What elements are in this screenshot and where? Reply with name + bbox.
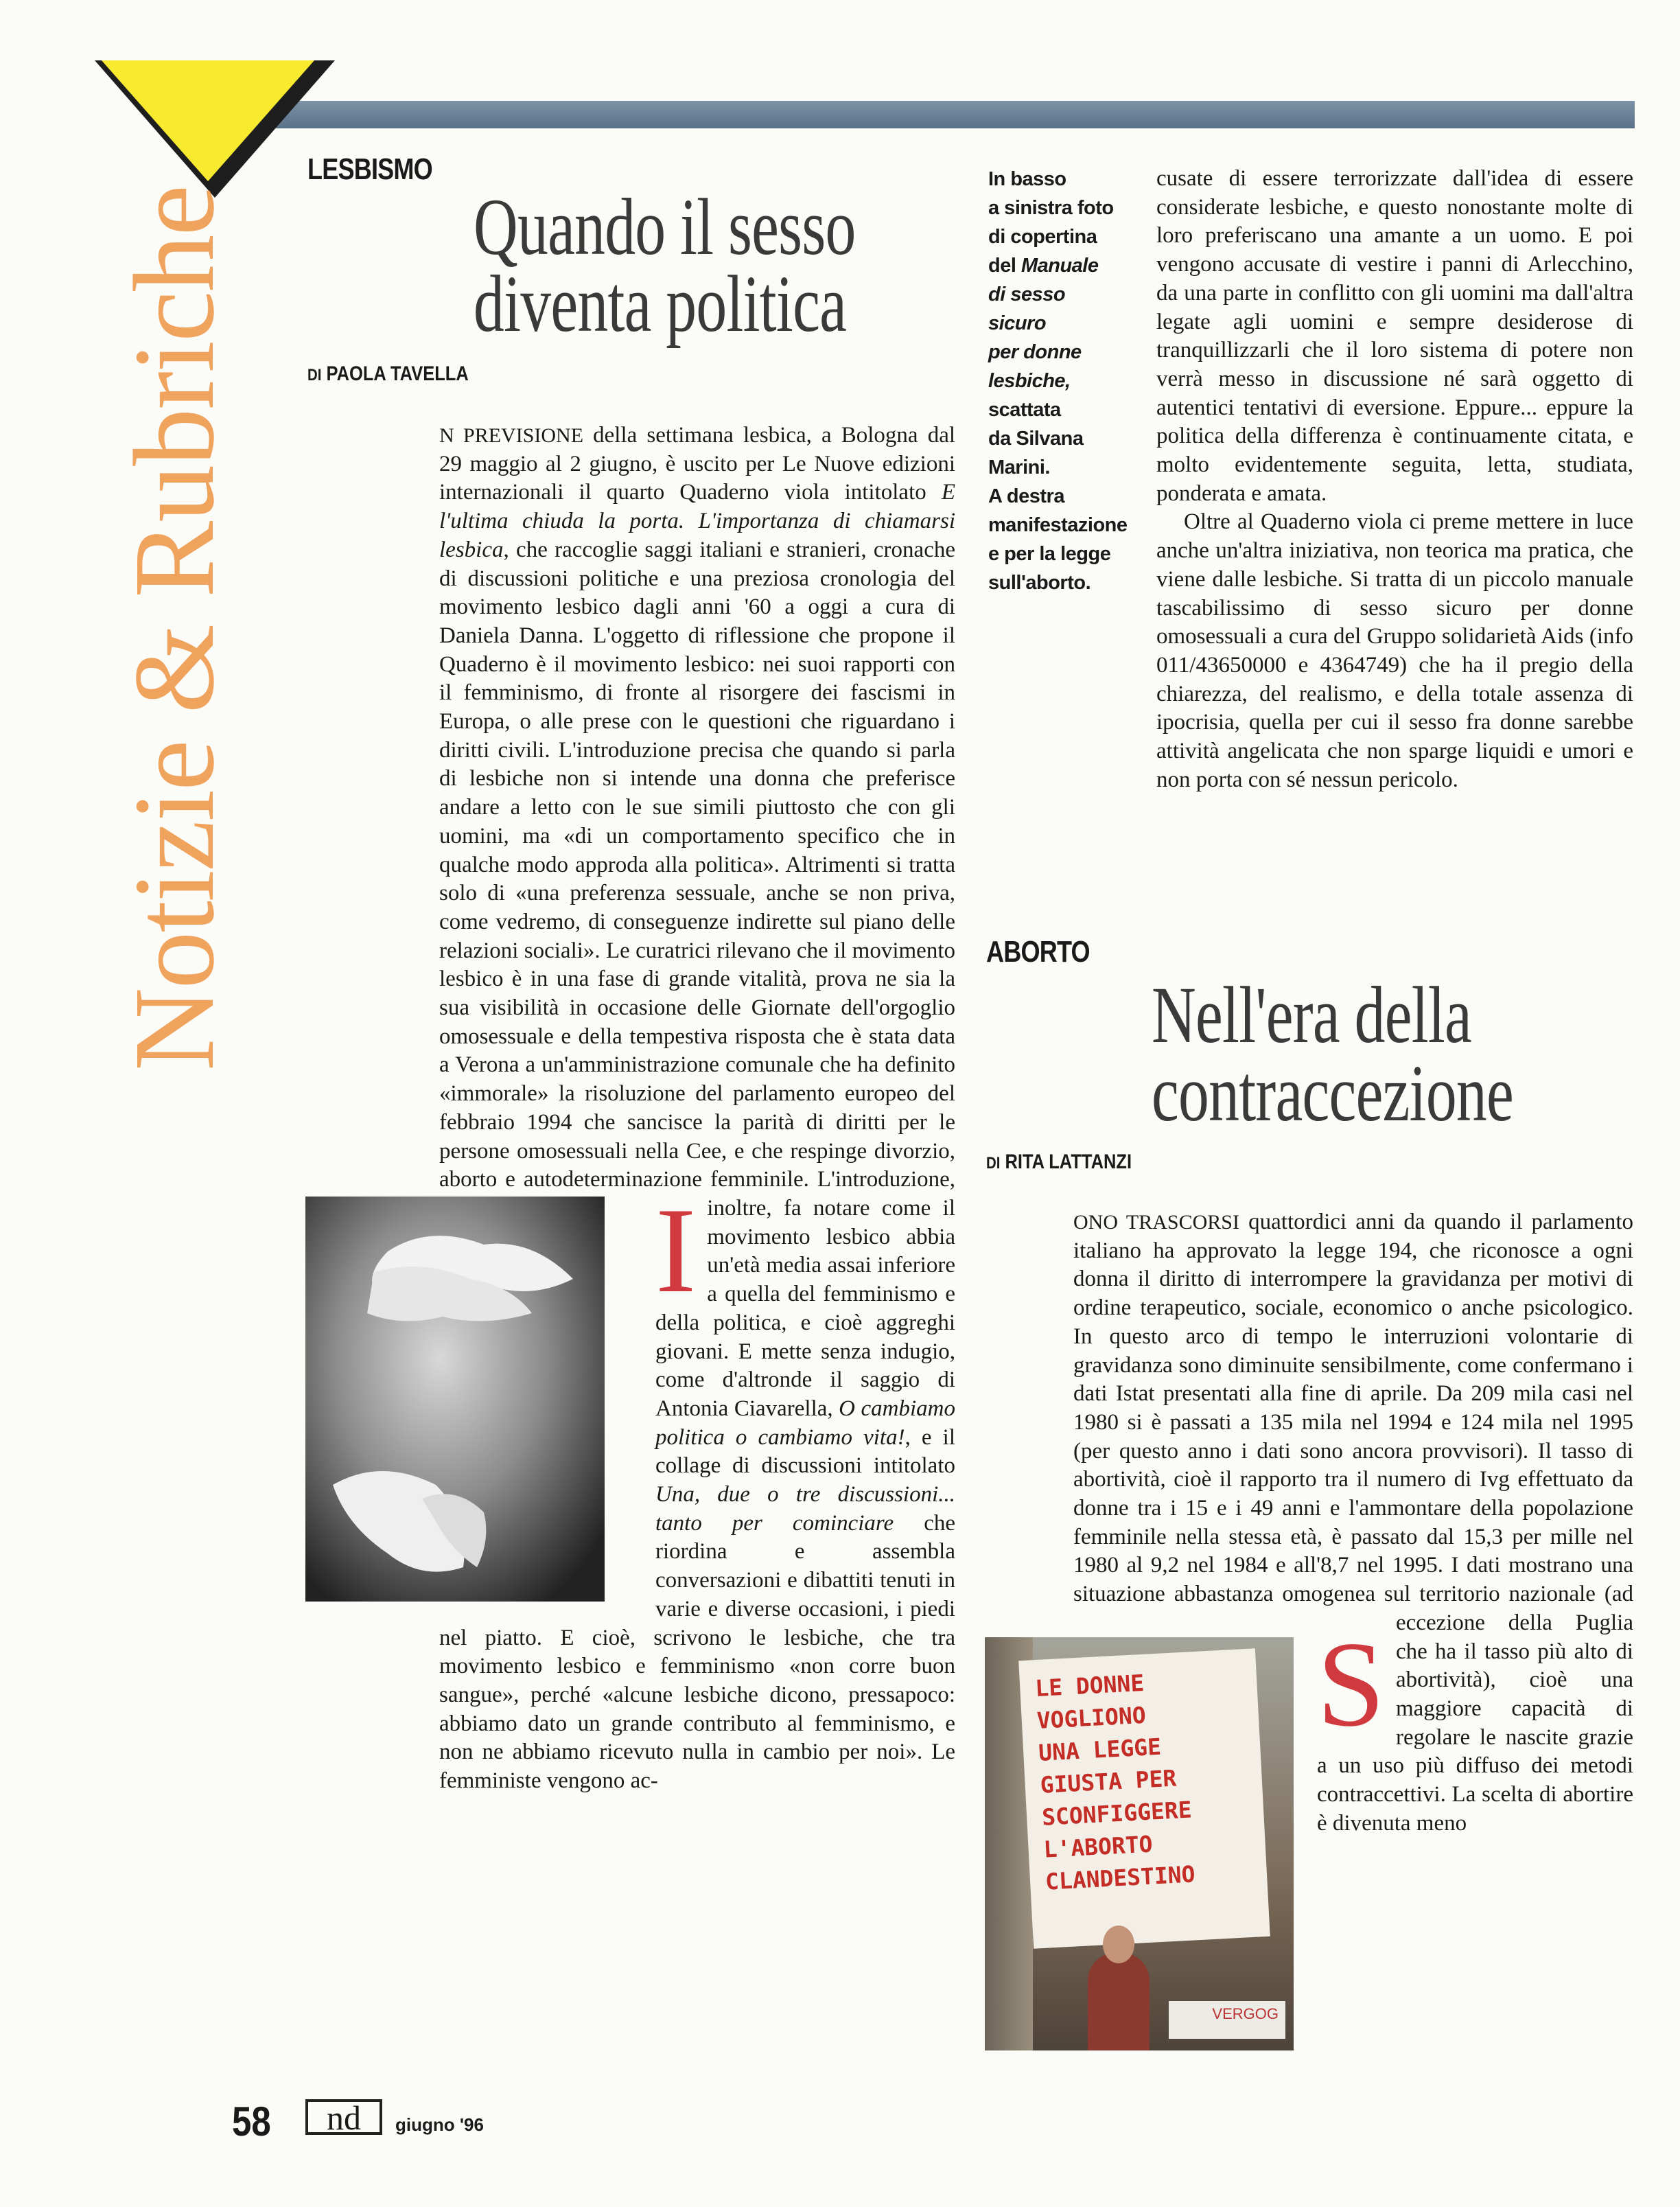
article-1-continued (1156, 165, 1633, 794)
sign-line: GIUSTA PER (1039, 1764, 1178, 1799)
banner: VERGOG (1169, 2001, 1285, 2039)
byline-1 (307, 362, 469, 386)
caption-line: Marini. (988, 457, 1050, 478)
collage-title: Una, due o tre discussioni... tanto per cominciare (655, 1482, 955, 1536)
issue-date: giugno '96 (395, 2114, 484, 2135)
lead-smallcaps: N PREVISIONE (439, 424, 584, 447)
title-1-line2: diventa politica (474, 259, 847, 349)
caption-line: sull'aborto. (988, 572, 1091, 594)
body-paragraph: Oltre al Quaderno viola ci preme mettere in luce anche un'altra iniziativa, non teorica ma pratica, che viene dalle lesbiche. Si tratta di un piccolo manuale tascabilissimo di sesso sicuro per donne omosessuali a cura del Gruppo solidarietà Aids (info 011/43650000 e 4364749) che ha il pregio della chiarezza, del realismo, e della totale assenza di ipocrisia, quella per cui il sesso fra donne sarebbe attività angelicata che non sparge liquidi e umori e non porta con sé nessun pericolo. (1156, 509, 1633, 792)
protest-sign (1018, 1648, 1270, 1948)
essay-title: O cambiamo politica o cambiamo vita! (655, 1396, 955, 1450)
caption-line: manifestazione (988, 514, 1128, 536)
dropcap-s: S (1317, 1616, 1385, 1752)
caption-line: lesbiche, (988, 370, 1071, 392)
byline-2-di: DI (986, 1154, 1001, 1172)
title-2-line2: contraccezione (1152, 1048, 1514, 1138)
section-label: Notizie & Rubriche (110, 186, 238, 1071)
caption-line: a sinistra foto (988, 197, 1114, 219)
caption-line: sicuro (988, 312, 1047, 334)
photo-caption (988, 165, 1132, 597)
triangle-yellow (102, 60, 314, 181)
byline-2-name: RITA LATTANZI (1005, 1151, 1132, 1173)
caption-line: di sesso (988, 284, 1066, 305)
sign-line: SCONFIGGERE (1041, 1796, 1193, 1831)
caption-line: del Manuale (988, 255, 1099, 277)
caption-line: In basso (988, 168, 1066, 190)
sign-line: LE DONNE (1034, 1669, 1145, 1702)
page-number: 58 (232, 2099, 271, 2145)
body-paragraph: cusate di essere terrorizzate dall'idea di essere considerate lesbiche, e questo nonostante molte di loro preferiscano una amante a un uomo. E poi vengono accusate di vestire i panni di Arlecchino, da una parte in conflitto con gli uomini ma dall'altra legate agli uomini e sempre desiderose di tranquillizzarli che il loro sistema di potere non verrà messo in discussione né sarà oggetto di autentici tentativi di eversione. Eppure... eppure la politica della differenza è continuamente citata, e molto evidentemente seguita, letta, studiata, ponderata e amata. (1156, 166, 1633, 506)
byline-1-name: PAOLA TAVELLA (326, 362, 469, 385)
body-text: , che raccoglie saggi italiani e stranieri, cronache di discussioni politiche e una preziosa cronologia del movimento lesbico dagli anni '60 a oggi a cura di Daniela Danna. L'oggetto di riflessione che propone il Quaderno è il movimento lesbico: nei suoi rapporti con il femminismo, di fronte al risorgere dei fascismi in Europa, o alle prese con le questioni che riguardano i diritti civili. L'introduzione precisa che quando si parla di lesbiche non si intende una donna che preferisce andare a letto con le sue simili piuttosto che con gli uomini, ma «di un comportamento specifico che in qualche modo approda alla politica». Altrimenti si tratta solo di «una preferenza sessuale, anche se non priva, come vedremo, di conseguenze indirette sul piano delle relazioni sociali». Le curatrici rilevano che il movimento lesbico è in una fase di grande vitalità, prova ne sia la sua visibilità in occasione delle Giornate dell'orgoglio omosessuale e della tempestiva risposta che è stata data a Verona a un'amministrazione comunale che ha definito «immorale» la risoluzione del parlamento europeo del febbraio 1994 che sancisce la parità di diritti per le persone omosessuali nella Cee, e che respinge divorzio, aborto e autodeterminazione femminile. L'introduzione, inoltre, fa notare come il movimento lesbico abbia un'età media assai inferiore a quella del femminismo e della politica, e cioè aggreghi giovani. E mette senza indugio, come d'altronde il saggio di Antonia Ciavarella, (439, 537, 955, 1421)
body-text: che riordina e assembla conversazioni e dibattiti tenuti in varie e diverse occasioni, i piedi nel piatto. E cioè, scrivono le lesbiche, che tra movimento lesbico e femminismo «non corre buon sangue», perché «alcune lesbiche dicono, pressapoco: abbiamo dato un grande contributo al femminismo, e non ne abbiamo ricevuto nulla in cambio per noi». Le femministe vengono ac- (439, 1510, 955, 1794)
caption-line: da Silvana (988, 428, 1084, 450)
caption-line: per donne (988, 341, 1082, 363)
body-text: della settimana lesbica, a Bologna dal 29 maggio al 2 giugno, è uscito per Le Nuove edizioni internazionali il quarto Quaderno viola intitolato (439, 423, 955, 505)
sign-line: L'ABORTO (1042, 1830, 1154, 1863)
sign-line: CLANDESTINO (1045, 1860, 1196, 1895)
body-text: l'ammontare della popolazione femminile nella stessa età, è passato dal 15,3 per mille nel 1980 al 9,2 nel 1984 e all'8,7 nel 1995. I dati mostrano una situazione abbastanza omogenea sul territorio nazionale (ad eccezione della Puglia che ha il tasso più alto di abortività), cioè una maggiore capacità di regolare le nascite grazie a un uso più diffuso dei metodi contraccettivi. La scelta di abortire è divenuta meno (1073, 1496, 1633, 1836)
sign-line: UNA LEGGE (1038, 1733, 1162, 1766)
photo-gloved-hands (305, 1197, 605, 1602)
byline-2 (986, 1151, 1132, 1174)
photo-demonstration (985, 1637, 1294, 2050)
sign-line: VOGLIONO (1036, 1701, 1147, 1735)
kicker-lesbismo: LESBISMO (307, 152, 432, 186)
magazine-logo: nd (305, 2099, 382, 2135)
caption-line: di copertina (988, 226, 1097, 248)
caption-line: scattata (988, 399, 1061, 421)
caption-line: A destra (988, 485, 1064, 507)
lead-smallcaps: ONO TRASCORSI (1073, 1211, 1239, 1234)
header-bar (226, 101, 1635, 128)
book-title: E l'ultima chiuda la porta. L'importanza di chiamarsi lesbica (439, 480, 955, 562)
body-text: , e il collage di discussioni intitolato (655, 1424, 955, 1479)
caption-line: e per la legge (988, 543, 1111, 565)
protester-head (1103, 1926, 1134, 1963)
kicker-aborto: ABORTO (986, 935, 1090, 969)
byline-1-di: DI (307, 366, 322, 384)
dropcap-i: I (655, 1182, 697, 1318)
title-2-line1: Nell'era della (1152, 970, 1472, 1060)
body-text: quattordici anni da quando il parlamento italiano ha approvato la legge 194, che riconosce a ogni donna il diritto di interrompere la gravidanza per motivi di ordine terapeutico, sociale, economico o anche psicologico. In questo arco di tempo le interruzioni volontarie di gravidanza sono diminuite sensibilmente, come confermano i dati Istat presentati alla fine di aprile. Da 209 mila casi nel 1980 si è passati a 135 mila nel 1994 e 124 mila nel 1995 (per questo anno i dati sono ancora provvisori). Il tasso di abortività, cioè il rapporto tra il numero di Ivg effettuato da donne tra i 15 e i 49 anni e (1073, 1210, 1633, 1521)
title-1-line1: Quando il sesso (474, 182, 856, 272)
protester-figure (1088, 1953, 1150, 2050)
